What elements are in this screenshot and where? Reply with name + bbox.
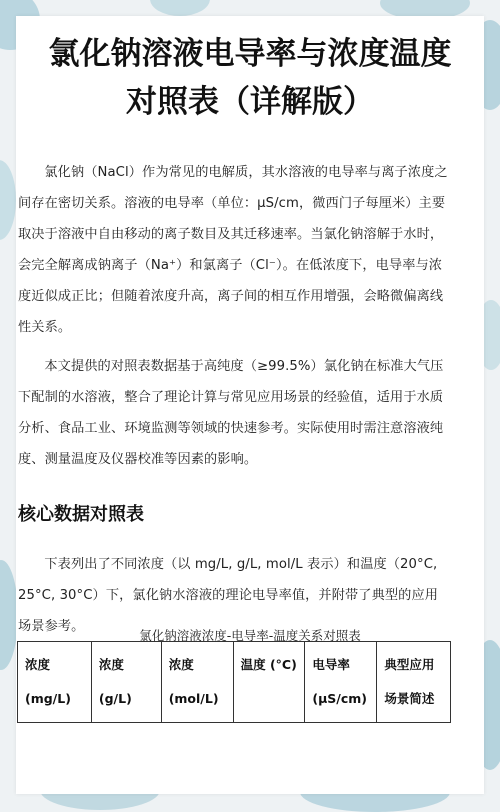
data-table	[17, 641, 451, 723]
title-line-1: 氯化钠溶液电导率与浓度温度	[48, 36, 452, 72]
header-cell: 电导率 (μS/cm)	[305, 642, 377, 723]
header-cell: 浓度 (g/L)	[91, 642, 161, 723]
header-cell: 浓度 (mol/L)	[161, 642, 233, 723]
title-line-2: 对照表（详解版）	[126, 84, 374, 120]
table-caption: 氯化钠溶液浓度-电导率-温度关系对照表	[139, 628, 361, 643]
section-heading: 核心数据对照表	[18, 504, 144, 525]
table-header-row	[18, 642, 451, 723]
intro-paragraph-1: 氯化钠（NaCl）作为常见的电解质，其水溶液的电导率与离子浓度之间存在密切关系。溶液的电导率（单位：μS/cm，微西门子每厘米）主要取决于溶液中自由移动的离子数目及其迁移速率。当氯化钠溶解于水时，会完全解离成钠离子（Na⁺）和氯离子（Cl⁻）。在低浓度下，电导率与浓度近似成正比；但随着浓度升高，离子间的相互作用增强，会略微偏离线性关系。	[18, 165, 448, 335]
intro-paragraph-2: 本文提供的对照表数据基于高纯度（≥99.5%）氯化钠在标准大气压下配制的水溶液，整合了理论计算与常见应用场景的经验值，适用于水质分析、食品工业、环境监测等领域的快速参考。实际使用时需注意溶液纯度、测量温度及仪器校准等因素的影响。	[18, 359, 444, 467]
header-cell: 温度 (°C)	[233, 642, 305, 723]
table-description: 下表列出了不同浓度（以 mg/L, g/L, mol/L 表示）和温度（20°C, 25°C, 30°C）下，氯化钠水溶液的理论电导率值，并附带了典型的应用场景参考。	[18, 557, 439, 634]
page-title	[0, 30, 500, 126]
header-cell: 浓度 (mg/L)	[18, 642, 92, 723]
header-cell: 典型应用场景简述	[377, 642, 451, 723]
